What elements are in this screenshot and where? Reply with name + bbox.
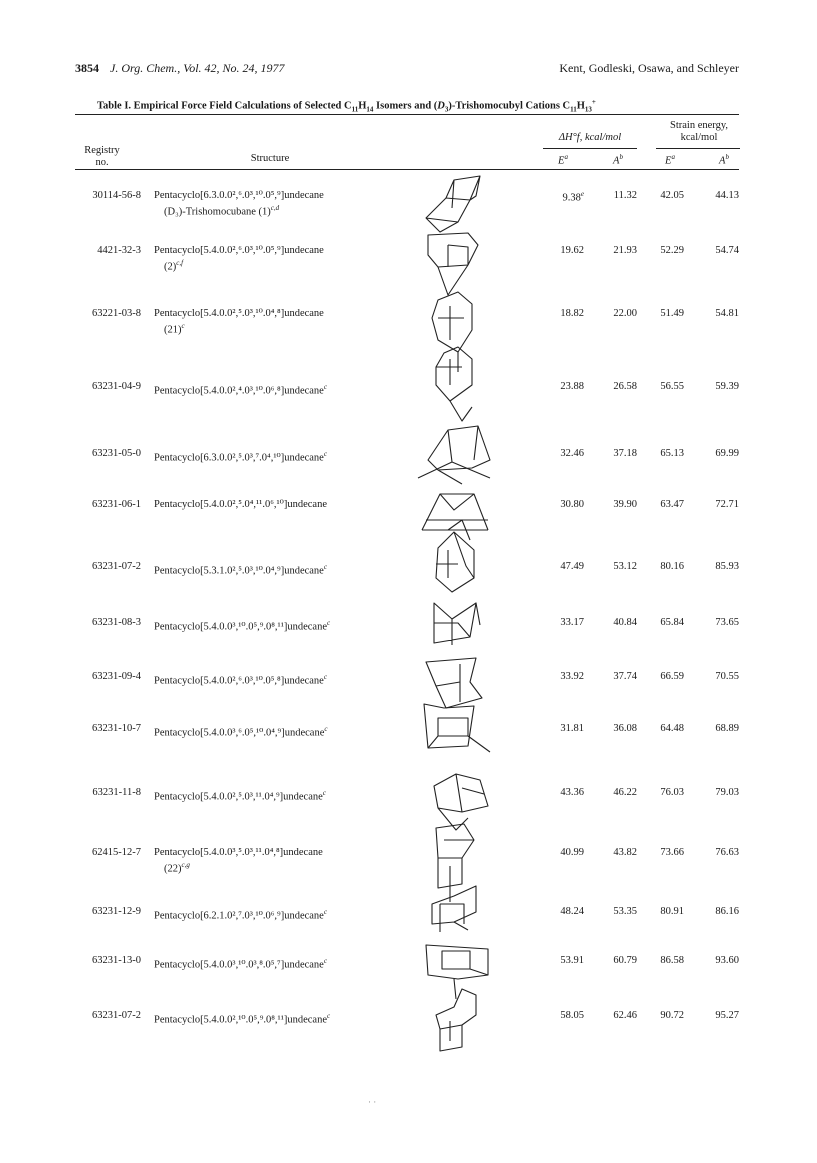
page-header [75, 61, 739, 79]
cell-value: 31.81 [560, 723, 584, 734]
cell-value: 63.47 [660, 499, 684, 510]
cell-value: 47.49 [560, 561, 584, 572]
dhf-e-value [534, 308, 584, 319]
cell-value: 46.22 [613, 787, 637, 798]
compound-name [154, 723, 414, 740]
strain-a-value [689, 190, 739, 201]
cell-value: 30.80 [560, 499, 584, 510]
col-strain-line2: kcal/mol [680, 132, 718, 143]
compound-name-line1: Pentacyclo[5.4.0.0²,⁵.0⁴,¹¹.0⁶,¹⁰]undecane [154, 499, 327, 510]
col-structure: Structure [250, 153, 290, 164]
strain-e-value [634, 955, 684, 966]
dhf-a-value [587, 190, 637, 201]
compound-name-line1: Pentacyclo[5.4.0.0³,¹⁰.0⁵,⁹.0⁸,¹¹]undecane [154, 621, 327, 633]
cell-value: 58.05 [560, 1010, 584, 1021]
header-left [75, 61, 285, 76]
cell-value: 95.27 [715, 1010, 739, 1021]
cell-value: 65.84 [660, 617, 684, 628]
footnote-sup: e [580, 190, 584, 198]
header-authors: Kent, Godleski, Osawa, and Schleyer [559, 61, 739, 75]
strain-e-value [634, 499, 684, 510]
dhf-e-value [534, 906, 584, 917]
dhf-e-value [534, 617, 584, 628]
footnote-sup: c [181, 322, 185, 330]
dhf-a-value [587, 847, 637, 858]
cell-value: 53.35 [613, 906, 637, 917]
footnote-sup: c [323, 673, 327, 681]
registry-number: 63231-04-9 [92, 381, 141, 392]
caption-text: H [576, 100, 585, 112]
strain-a-value [689, 617, 739, 628]
compound-name-line1: Pentacyclo[5.4.0.0³,⁵.0³,¹¹.0⁴,⁸]undecane [154, 847, 323, 858]
caption-text: H [358, 100, 367, 112]
dhf-e-value [534, 381, 584, 392]
cell-value: 32.46 [560, 448, 584, 459]
strain-a-value [689, 723, 739, 734]
compound-name-line1: Pentacyclo[5.4.0.0²,¹⁰.0⁵,⁹.0⁸,¹¹]undecane [154, 1014, 327, 1026]
registry-number: 63231-07-2 [92, 1010, 141, 1021]
cell-value: 86.16 [715, 906, 739, 917]
col-sup: a [671, 153, 675, 161]
cell-value: 73.65 [715, 617, 739, 628]
cell-value: 26.58 [613, 381, 637, 392]
registry-number: 63231-13-0 [92, 955, 141, 966]
strain-a-value [689, 906, 739, 917]
caption-text: Isomers and ( [373, 100, 438, 112]
dhf-a-value [587, 561, 637, 572]
registry-number: 63231-06-1 [92, 499, 141, 510]
compound-name [154, 617, 414, 634]
top-rule [75, 114, 739, 115]
caption-sub: 3 [444, 105, 449, 114]
strain-e-value [634, 723, 684, 734]
cell-value: 53.91 [560, 955, 584, 966]
cell-value: 19.62 [560, 245, 584, 256]
col-sup: a [564, 153, 568, 161]
caption-sub: 11 [351, 105, 359, 114]
strain-e-value [634, 671, 684, 682]
compound-name-line2 [154, 859, 414, 876]
footnote-sup: c [323, 563, 327, 571]
cell-value: 40.84 [613, 617, 637, 628]
compound-name-line1: Pentacyclo[6.2.1.0²,⁷.0³,¹⁰.0⁶,⁹]undecane [154, 910, 324, 922]
strain-e-value [634, 906, 684, 917]
dhf-e-value [534, 190, 584, 204]
compound-label: (2) [164, 261, 177, 273]
compound-label: (D₃)-Trishomocubane (1) [164, 206, 271, 218]
compound-name [154, 847, 414, 876]
col-registry [72, 145, 132, 169]
cell-value: 59.39 [715, 381, 739, 392]
dhf-e-value [534, 448, 584, 459]
cell-value: 90.72 [660, 1010, 684, 1021]
cell-value: 11.32 [613, 190, 637, 201]
cell-value: 70.55 [715, 671, 739, 682]
cell-value: 43.36 [560, 787, 584, 798]
cell-value: 21.93 [613, 245, 637, 256]
dhf-e-value [534, 787, 584, 798]
cell-value: 23.88 [560, 381, 584, 392]
dhf-a-value [587, 1010, 637, 1021]
strain-e-value [634, 847, 684, 858]
header-bottom-rule [75, 169, 739, 170]
dhf-e-value [534, 847, 584, 858]
cell-value: 56.55 [660, 381, 684, 392]
strain-a-value [689, 308, 739, 319]
caption-italic: D [437, 100, 445, 112]
col-sup: b [619, 153, 623, 161]
strain-a-value [689, 787, 739, 798]
cell-value: 33.92 [560, 671, 584, 682]
cell-value: 60.79 [613, 955, 637, 966]
compound-name-line1: Pentacyclo[6.3.0.0²,⁵.0³,⁷.0⁴,¹⁰]undecane [154, 452, 324, 464]
cell-value: 52.29 [660, 245, 684, 256]
dhf-a-value [587, 245, 637, 256]
dhf-e-value [534, 671, 584, 682]
cell-value: 76.03 [660, 787, 684, 798]
cell-value: 43.82 [613, 847, 637, 858]
cell-value: 85.93 [715, 561, 739, 572]
cell-value: 36.08 [613, 723, 637, 734]
cell-value: 37.18 [613, 448, 637, 459]
cell-value: 69.99 [715, 448, 739, 459]
cell-value: 33.17 [560, 617, 584, 628]
cell-value: 18.82 [560, 308, 584, 319]
cell-value: 54.74 [715, 245, 739, 256]
registry-number: 63231-07-2 [92, 561, 141, 572]
footnote-sup: c [322, 789, 326, 797]
cell-value: 73.66 [660, 847, 684, 858]
cell-value: 53.12 [613, 561, 637, 572]
caption-sub: 14 [366, 105, 374, 114]
compound-name [154, 561, 414, 578]
compound-name-line1: Pentacyclo[5.4.0.0²,⁵.0³,¹⁰.0⁴,⁸]undecane [154, 308, 324, 319]
cell-value: 80.91 [660, 906, 684, 917]
compound-name-line1: Pentacyclo[5.4.0.0²,⁶.0³,¹⁰.0⁵,⁸]undecane [154, 675, 324, 687]
dhf-e-value [534, 561, 584, 572]
compound-name-line1: Pentacyclo[5.4.0.0²,⁴.0³,¹⁰.0⁶,⁸]undecane [154, 385, 324, 397]
col-registry-line2: no. [95, 157, 109, 168]
cell-value: 64.48 [660, 723, 684, 734]
compound-name-line1: Pentacyclo[6.3.0.0²,⁶.0³,¹⁰.0⁵,⁹]undecane [154, 190, 324, 201]
strain-a-value [689, 448, 739, 459]
cell-value: 80.16 [660, 561, 684, 572]
strain-a-value [689, 245, 739, 256]
registry-number: 63231-10-7 [92, 723, 141, 734]
cell-value: 9.38 [562, 192, 581, 204]
col-strain-a [709, 153, 739, 167]
footnote-sup: c,d [270, 204, 280, 212]
footnote-sup: c [323, 957, 327, 965]
cell-value: 66.59 [660, 671, 684, 682]
strain-a-value [689, 955, 739, 966]
registry-number: 63231-08-3 [92, 617, 141, 628]
caption-text: )-Trishomocubyl Cations C [448, 100, 571, 112]
table-caption [97, 98, 737, 114]
compound-name [154, 1010, 414, 1027]
footnote-sup: c [324, 725, 328, 733]
scan-marks: · · [368, 1097, 377, 1107]
col-dhf-a [603, 153, 633, 167]
dhf-e-value [534, 955, 584, 966]
cell-value: 76.63 [715, 847, 739, 858]
dhf-e-value [534, 723, 584, 734]
col-strain [654, 120, 744, 144]
strain-e-value [634, 787, 684, 798]
cell-value: 54.81 [715, 308, 739, 319]
registry-number: 63231-09-4 [92, 671, 141, 682]
compound-name-line1: Pentacyclo[5.4.0.0³,¹⁰.0³,⁸.0⁵,⁷]undecane [154, 959, 324, 971]
cell-value: 86.58 [660, 955, 684, 966]
compound-name-line1: Pentacyclo[5.4.0.0³,⁶.0⁵,¹⁰.0⁴,⁹]undecane [154, 727, 325, 739]
col-sup: b [725, 153, 729, 161]
dhf-a-value [587, 787, 637, 798]
compound-name [154, 787, 414, 804]
registry-number: 63231-12-9 [92, 906, 141, 917]
footnote-sup: c [326, 619, 331, 627]
compound-name-line1: Pentacyclo[5.4.0.0²,⁶.0³,¹⁰.0⁵,⁹]undecane [154, 245, 324, 256]
col-label: E [665, 155, 672, 167]
dhf-rule [543, 148, 637, 149]
caption-sub: 13 [584, 105, 592, 114]
cell-value: 37.74 [613, 671, 637, 682]
cell-value: 93.60 [715, 955, 739, 966]
compound-name [154, 190, 414, 219]
dhf-e-value [534, 1010, 584, 1021]
dhf-a-value [587, 308, 637, 319]
page-number: 3854 [75, 61, 99, 75]
compound-label: (22) [164, 863, 182, 875]
compound-name-line2 [154, 202, 414, 219]
strain-e-value [634, 1010, 684, 1021]
strain-rule [656, 148, 740, 149]
registry-number: 63231-05-0 [92, 448, 141, 459]
cell-value: 72.71 [715, 499, 739, 510]
strain-e-value [634, 190, 684, 201]
registry-number: 63231-11-8 [92, 787, 141, 798]
footnote-sup: c [323, 908, 327, 916]
strain-e-value [634, 245, 684, 256]
strain-a-value [689, 499, 739, 510]
col-registry-line1: Registry [84, 145, 120, 156]
registry-number: 62415-12-7 [92, 847, 141, 858]
dhf-a-value [587, 617, 637, 628]
cube-cluster-icon [417, 345, 499, 429]
compound-name [154, 499, 414, 511]
compound-name [154, 245, 414, 274]
col-dhf-e [548, 153, 578, 167]
col-label: A [613, 155, 620, 167]
caption-prefix: Table I. Empirical Force Field Calculations of Selected C [97, 100, 352, 112]
compound-name [154, 381, 414, 398]
footnote-sup: c [323, 450, 327, 458]
dhf-a-value [587, 671, 637, 682]
registry-number: 63221-03-8 [92, 308, 141, 319]
cell-value: 39.90 [613, 499, 637, 510]
journal-citation: J. Org. Chem., Vol. 42, No. 24, 1977 [110, 61, 285, 75]
strain-e-value [634, 381, 684, 392]
caption-sup: + [591, 98, 596, 106]
strain-e-value [634, 448, 684, 459]
strain-a-value [689, 1010, 739, 1021]
registry-number: 4421-32-3 [97, 245, 141, 256]
cell-value: 62.46 [613, 1010, 637, 1021]
compound-name [154, 906, 414, 923]
cell-value: 40.99 [560, 847, 584, 858]
col-strain-line1: Strain energy, [669, 120, 729, 131]
caption-sub: 11 [570, 105, 577, 114]
strain-a-value [689, 381, 739, 392]
cell-value: 22.00 [613, 308, 637, 319]
footnote-sup: c,g [181, 861, 190, 869]
dhf-a-value [587, 499, 637, 510]
compound-name-line2 [154, 257, 414, 274]
dhf-a-value [587, 381, 637, 392]
strain-a-value [689, 561, 739, 572]
col-strain-e [655, 153, 685, 167]
cube-cluster-icon [417, 985, 499, 1069]
cell-value: 65.13 [660, 448, 684, 459]
dhf-a-value [587, 906, 637, 917]
compound-label: (21) [164, 324, 182, 336]
compound-name [154, 671, 414, 688]
strain-e-value [634, 561, 684, 572]
dhf-e-value [534, 245, 584, 256]
registry-number: 30114-56-8 [92, 190, 141, 201]
compound-name [154, 308, 414, 337]
col-label: E [558, 155, 565, 167]
footnote-sup: c,f [176, 259, 184, 267]
cell-value: 51.49 [660, 308, 684, 319]
compound-name-line1: Pentacyclo[5.4.0.0²,⁵.0³,¹¹.0⁴,⁹]undecane [154, 791, 323, 803]
compound-name-line1: Pentacyclo[5.3.1.0²,⁵.0³,¹⁰.0⁴,⁹]undecane [154, 565, 324, 577]
cell-value: 44.13 [715, 190, 739, 201]
compound-name-line2 [154, 320, 414, 337]
compound-name [154, 955, 414, 972]
cell-value: 68.89 [715, 723, 739, 734]
dhf-e-value [534, 499, 584, 510]
strain-e-value [634, 617, 684, 628]
strain-a-value [689, 847, 739, 858]
col-dhf: ΔH°f, kcal/mol [558, 132, 622, 143]
footnote-sup: c [323, 383, 327, 391]
col-label: A [719, 155, 726, 167]
strain-e-value [634, 308, 684, 319]
cell-value: 48.24 [560, 906, 584, 917]
dhf-a-value [587, 955, 637, 966]
dhf-a-value [587, 448, 637, 459]
cell-value: 42.05 [660, 190, 684, 201]
strain-a-value [689, 671, 739, 682]
footnote-sup: c [326, 1012, 331, 1020]
compound-name [154, 448, 414, 465]
cell-value: 79.03 [715, 787, 739, 798]
dhf-a-value [587, 723, 637, 734]
